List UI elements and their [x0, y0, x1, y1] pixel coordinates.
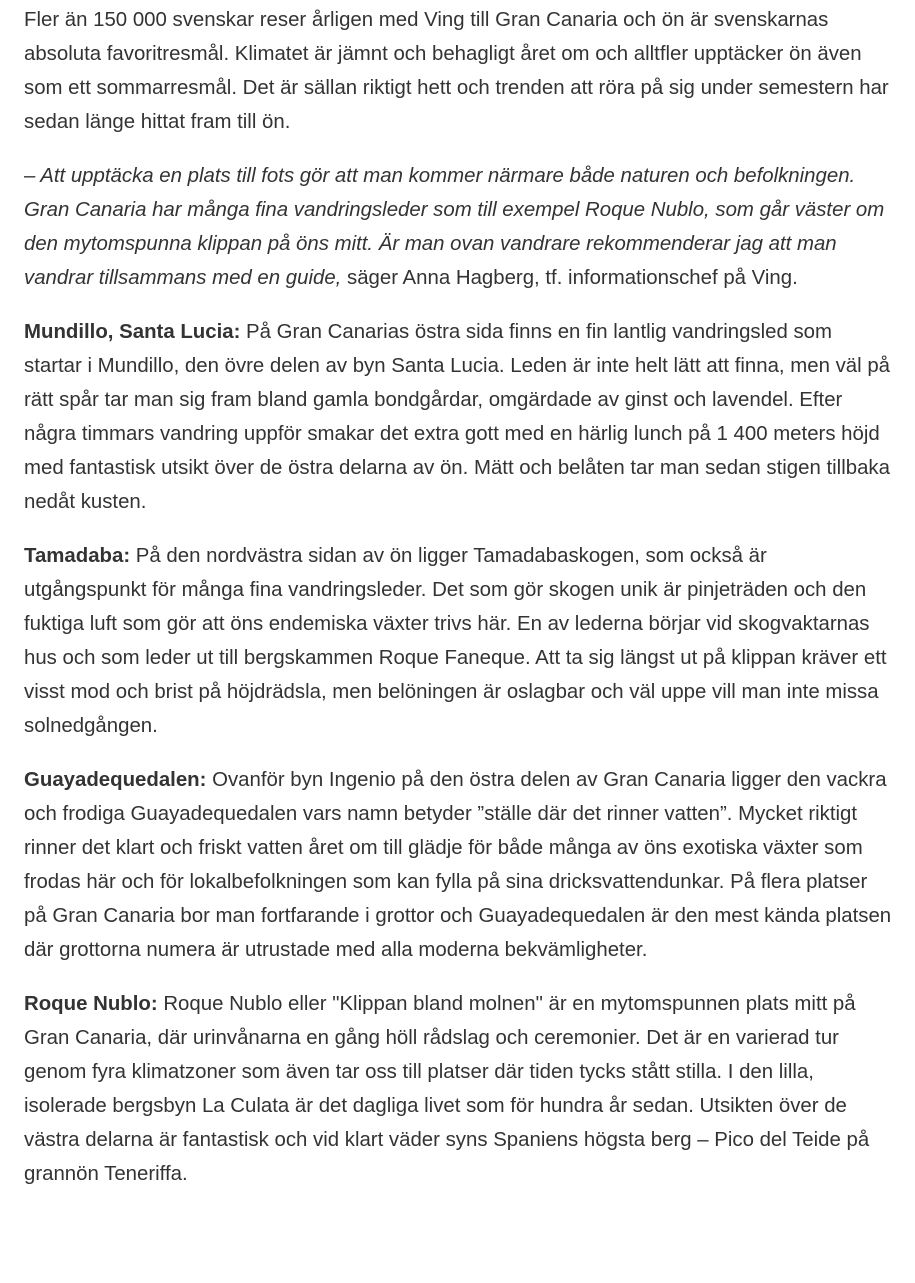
section-guayadequedalen: [24, 763, 893, 967]
section-heading-mundillo: Mundillo, Santa Lucia:: [24, 321, 241, 343]
section-heading-tamadaba: Tamadaba:: [24, 545, 131, 567]
article-body: [0, 3, 915, 1191]
section-body-mundillo: På Gran Canarias östra sida finns en fin lantlig vandringsled som startar i Mundillo, den övre delen av byn Santa Lucia. Leden är inte helt lätt att finna, men väl på rätt spår tar man sig fram bland gamla bondgårdar, omgärdade av ginst och lavendel. Efter några timmars vandring uppför smakar det extra gott med en härlig lunch på 1 400 meters höjd med fantastisk utsikt över de östra delarna av ön. Mätt och belåten tar man sedan stigen tillbaka nedåt kusten.: [24, 321, 890, 513]
quote-attribution: säger Anna Hagberg, tf. informationschef på Ving.: [341, 267, 798, 289]
section-mundillo: [24, 315, 893, 519]
section-roque-nublo: [24, 987, 893, 1191]
intro-text: Fler än 150 000 svenskar reser årligen med Ving till Gran Canaria och ön är svenskarnas absoluta favoritresmål. Klimatet är jämnt och behagligt året om och alltfler upptäcker ön även som ett sommarresmål. Det är sällan riktigt hett och trenden att röra på sig under semestern har sedan länge hittat fram till ön.: [24, 9, 889, 133]
intro-paragraph: [24, 3, 893, 139]
section-tamadaba: [24, 539, 893, 743]
section-heading-guayadequedalen: Guayadequedalen:: [24, 769, 207, 791]
section-body-tamadaba: På den nordvästra sidan av ön ligger Tamadabaskogen, som också är utgångspunkt för många fina vandringsleder. Det som gör skogen unik är pinjeträden och den fuktiga luft som gör att öns endemiska växter trivs här. En av lederna börjar vid skogvaktarnas hus och som leder ut till bergskammen Roque Faneque. Att ta sig längst ut på klippan kräver ett visst mod och brist på höjdrädsla, men belöningen är oslagbar och väl uppe vill man inte missa solnedgången.: [24, 545, 887, 737]
quote-paragraph: [24, 159, 893, 295]
section-heading-roque-nublo: Roque Nublo:: [24, 993, 158, 1015]
section-body-guayadequedalen: Ovanför byn Ingenio på den östra delen av Gran Canaria ligger den vackra och frodiga Guayadequedalen vars namn betyder ”ställe där det rinner vatten”. Mycket riktigt rinner det klart och friskt vatten året om till glädje för både många av öns exotiska växter som frodas här och för lokalbefolkningen som kan fylla på sina dricksvattendunkar. På flera platser på Gran Canaria bor man fortfarande i grottor och Guayadequedalen är den mest kända platsen där grottorna numera är utrustade med alla moderna bekvämligheter.: [24, 769, 892, 961]
quote-text: – Att upptäcka en plats till fots gör att man kommer närmare både naturen och befolkningen. Gran Canaria har många fina vandringsleder som till exempel Roque Nublo, som går väster om den mytomspunna klippan på öns mitt. Är man ovan vandrare rekommenderar jag att man vandrar tillsammans med en guide,: [24, 165, 885, 289]
section-body-roque-nublo: Roque Nublo eller "Klippan bland molnen" är en mytomspunnen plats mitt på Gran Canaria, där urinvånarna en gång höll rådslag och ceremonier. Det är en varierad tur genom fyra klimatzoner som även tar oss till platser där tiden tycks stått stilla. I den lilla, isolerade bergsbyn La Culata är det dagliga livet som för hundra år sedan. Utsikten över de västra delarna är fantastisk och vid klart väder syns Spaniens högsta berg – Pico del Teide på grannön Teneriffa.: [24, 993, 870, 1185]
